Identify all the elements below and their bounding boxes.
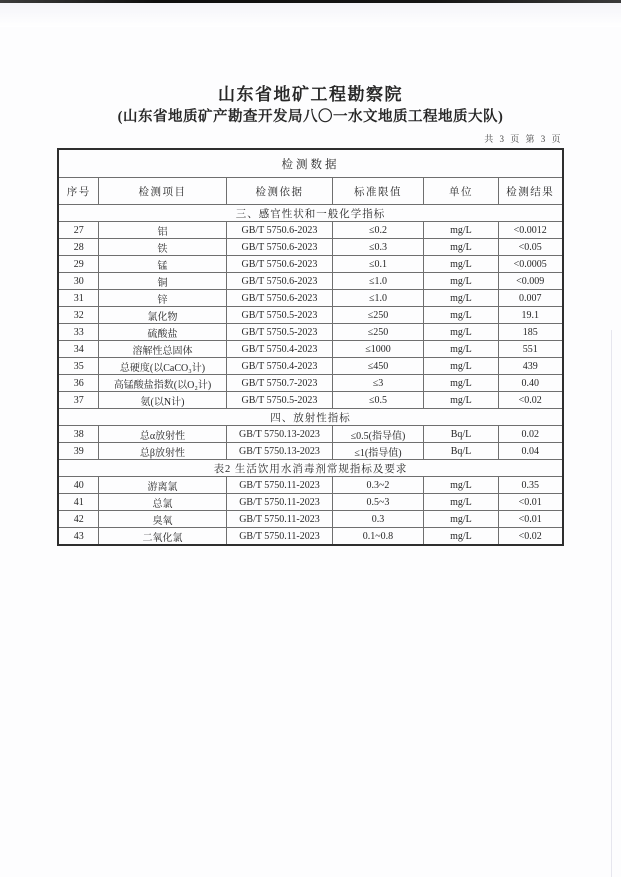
column-header-2: 检测依据: [226, 178, 332, 205]
cell-basis: GB/T 5750.6-2023: [226, 222, 332, 239]
cell-item: 臭氧: [98, 511, 226, 528]
cell-unit: mg/L: [423, 290, 498, 307]
cell-item: 二氧化氯: [98, 528, 226, 546]
org-title: 山东省地矿工程勘察院: [218, 85, 403, 104]
cell-limit: ≤0.5(指导值): [332, 426, 423, 443]
cell-item: 铝: [98, 222, 226, 239]
cell-unit: mg/L: [423, 341, 498, 358]
cell-result: 0.40: [498, 375, 562, 392]
cell-item: 铁: [98, 239, 226, 256]
cell-result: 0.35: [498, 477, 562, 494]
cell-limit: ≤1.0: [332, 273, 423, 290]
cell-limit: ≤1(指导值): [332, 443, 423, 460]
cell-no: 29: [58, 256, 98, 273]
cell-result: 0.04: [498, 443, 562, 460]
section-heading-row: [58, 205, 562, 222]
cell-item: 总α放射性: [98, 426, 226, 443]
table-row: [58, 511, 562, 528]
cell-basis: GB/T 5750.11-2023: [226, 477, 332, 494]
cell-no: 42: [58, 511, 98, 528]
cell-item: 总氯: [98, 494, 226, 511]
cell-unit: mg/L: [423, 358, 498, 375]
cell-unit: mg/L: [423, 392, 498, 409]
cell-no: 38: [58, 426, 98, 443]
table-title-row: [58, 149, 562, 178]
cell-unit: mg/L: [423, 239, 498, 256]
cell-unit: mg/L: [423, 324, 498, 341]
cell-no: 35: [58, 358, 98, 375]
section-heading: 四、放射性指标: [58, 409, 562, 426]
cell-no: 28: [58, 239, 98, 256]
cell-limit: 0.3~2: [332, 477, 423, 494]
cell-unit: mg/L: [423, 477, 498, 494]
cell-limit: ≤0.5: [332, 392, 423, 409]
cell-limit: 0.3: [332, 511, 423, 528]
cell-result: <0.0012: [498, 222, 562, 239]
cell-unit: Bq/L: [423, 426, 498, 443]
cell-unit: mg/L: [423, 307, 498, 324]
cell-limit: ≤1.0: [332, 290, 423, 307]
cell-limit: ≤1000: [332, 341, 423, 358]
cell-basis: GB/T 5750.4-2023: [226, 358, 332, 375]
table-row: [58, 443, 562, 460]
cell-unit: mg/L: [423, 273, 498, 290]
cell-no: 43: [58, 528, 98, 546]
cell-result: <0.01: [498, 494, 562, 511]
cell-unit: mg/L: [423, 511, 498, 528]
cell-limit: ≤0.1: [332, 256, 423, 273]
cell-no: 27: [58, 222, 98, 239]
cell-unit: mg/L: [423, 256, 498, 273]
cell-item: 溶解性总固体: [98, 341, 226, 358]
cell-basis: GB/T 5750.11-2023: [226, 511, 332, 528]
table-row: [58, 477, 562, 494]
cell-result: 551: [498, 341, 562, 358]
table-row: [58, 324, 562, 341]
column-header-4: 单位: [423, 178, 498, 205]
cell-item: 氨(以N计): [98, 392, 226, 409]
cell-basis: GB/T 5750.7-2023: [226, 375, 332, 392]
cell-limit: ≤0.3: [332, 239, 423, 256]
cell-unit: mg/L: [423, 494, 498, 511]
cell-limit: ≤0.2: [332, 222, 423, 239]
cell-limit: ≤250: [332, 324, 423, 341]
cell-no: 33: [58, 324, 98, 341]
cell-no: 37: [58, 392, 98, 409]
cell-result: 439: [498, 358, 562, 375]
cell-unit: mg/L: [423, 375, 498, 392]
cell-item: 总β放射性: [98, 443, 226, 460]
cell-unit: mg/L: [423, 222, 498, 239]
table-row: [58, 494, 562, 511]
cell-no: 39: [58, 443, 98, 460]
table-row: [58, 290, 562, 307]
cell-result: <0.009: [498, 273, 562, 290]
cell-result: 19.1: [498, 307, 562, 324]
cell-basis: GB/T 5750.6-2023: [226, 273, 332, 290]
table-row: [58, 375, 562, 392]
cell-basis: GB/T 5750.5-2023: [226, 324, 332, 341]
page-indicator: 共 3 页 第 3 页: [484, 134, 563, 144]
table-row: [58, 341, 562, 358]
column-header-5: 检测结果: [498, 178, 562, 205]
cell-result: <0.01: [498, 511, 562, 528]
cell-item: 锰: [98, 256, 226, 273]
cell-no: 32: [58, 307, 98, 324]
scan-top-haze-artifact: [0, 3, 621, 27]
section-heading: 表2 生活饮用水消毒剂常规指标及要求: [58, 460, 562, 477]
cell-result: <0.05: [498, 239, 562, 256]
cell-result: <0.02: [498, 528, 562, 546]
cell-item: 游离氯: [98, 477, 226, 494]
cell-no: 30: [58, 273, 98, 290]
cell-result: 185: [498, 324, 562, 341]
table-row: [58, 239, 562, 256]
table-row: [58, 426, 562, 443]
cell-no: 36: [58, 375, 98, 392]
column-header-1: 检测项目: [98, 178, 226, 205]
cell-item: 锌: [98, 290, 226, 307]
section-heading: 三、感官性状和一般化学指标: [58, 205, 562, 222]
cell-no: 34: [58, 341, 98, 358]
cell-item: 氯化物: [98, 307, 226, 324]
table-title: 检测数据: [58, 149, 562, 178]
section-heading-row: [58, 460, 562, 477]
cell-limit: 0.5~3: [332, 494, 423, 511]
column-header-row: [58, 178, 562, 205]
cell-basis: GB/T 5750.5-2023: [226, 392, 332, 409]
cell-no: 40: [58, 477, 98, 494]
cell-result: 0.007: [498, 290, 562, 307]
table-row: [58, 273, 562, 290]
section-heading-row: [58, 409, 562, 426]
cell-limit: 0.1~0.8: [332, 528, 423, 546]
org-subtitle: (山东省地质矿产勘查开发局八〇一水文地质工程地质大队): [117, 109, 504, 125]
cell-limit: ≤3: [332, 375, 423, 392]
table-row: [58, 358, 562, 375]
cell-result: <0.02: [498, 392, 562, 409]
cell-item: 铜: [98, 273, 226, 290]
cell-basis: GB/T 5750.11-2023: [226, 494, 332, 511]
scan-right-edge-artifact: [611, 330, 612, 877]
table-row: [58, 256, 562, 273]
cell-item: 高锰酸盐指数(以O₂计): [98, 375, 226, 392]
column-header-3: 标准限值: [332, 178, 423, 205]
cell-unit: Bq/L: [423, 443, 498, 460]
table-row: [58, 307, 562, 324]
cell-limit: ≤450: [332, 358, 423, 375]
cell-basis: GB/T 5750.5-2023: [226, 307, 332, 324]
cell-basis: GB/T 5750.13-2023: [226, 426, 332, 443]
cell-basis: GB/T 5750.4-2023: [226, 341, 332, 358]
cell-result: <0.0005: [498, 256, 562, 273]
cell-no: 31: [58, 290, 98, 307]
cell-basis: GB/T 5750.6-2023: [226, 239, 332, 256]
table-row: [58, 392, 562, 409]
test-data-table: [57, 148, 563, 546]
cell-basis: GB/T 5750.13-2023: [226, 443, 332, 460]
cell-item: 硫酸盐: [98, 324, 226, 341]
cell-unit: mg/L: [423, 528, 498, 546]
cell-item: 总硬度(以CaCO₃计): [98, 358, 226, 375]
cell-basis: GB/T 5750.6-2023: [226, 256, 332, 273]
cell-result: 0.02: [498, 426, 562, 443]
cell-basis: GB/T 5750.6-2023: [226, 290, 332, 307]
table-row: [58, 222, 562, 239]
cell-limit: ≤250: [332, 307, 423, 324]
table-row: [58, 528, 562, 546]
cell-basis: GB/T 5750.11-2023: [226, 528, 332, 546]
cell-no: 41: [58, 494, 98, 511]
column-header-0: 序号: [58, 178, 98, 205]
